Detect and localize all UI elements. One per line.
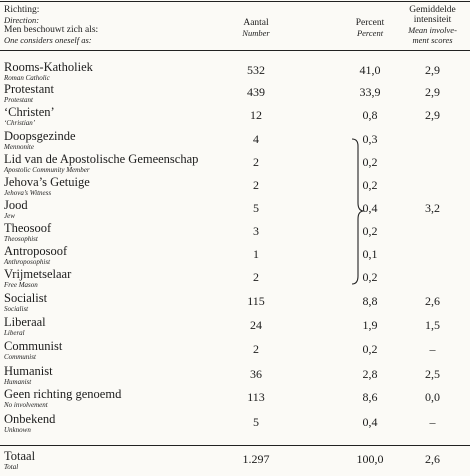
total-label: Totaal (4, 449, 36, 463)
cell-percent: 1,9 (362, 318, 378, 332)
cell-mean: 0,0 (425, 390, 440, 404)
cell-aantal: 2 (253, 342, 259, 356)
row-label: Liberaal (4, 315, 46, 329)
header-line: Percent (356, 28, 384, 38)
cell-mean: 2,9 (425, 85, 440, 99)
row-label: Socialist (4, 291, 48, 305)
cell-aantal: 2 (253, 155, 259, 169)
total-percent: 100,0 (356, 452, 384, 466)
cell-percent: 0,2 (362, 342, 378, 356)
cell-percent: 0,2 (362, 178, 378, 192)
cell-aantal: 36 (250, 367, 262, 381)
header-line: One considers oneself as: (4, 35, 92, 45)
cell-percent: 0,2 (362, 270, 378, 284)
cell-aantal: 115 (247, 294, 265, 308)
header-line: Men beschouwt zich als: (4, 25, 99, 35)
row-label-en: Humanist (4, 378, 32, 386)
cell-aantal: 2 (253, 178, 259, 192)
row-label-en: Liberal (4, 329, 25, 337)
cell-percent: 2,8 (362, 367, 378, 381)
header-line: Aantal (243, 18, 269, 28)
row-label: Onbekend (4, 412, 56, 426)
cell-percent: 0,4 (362, 415, 378, 429)
cell-mean-group: 3,2 (425, 201, 440, 215)
row-label: Lid van de Apostolische Gemeenschap (4, 152, 199, 166)
row-label-en: Mennonite (4, 143, 34, 151)
row-label-en: Free Mason (4, 281, 38, 289)
cell-aantal: 1 (253, 247, 259, 261)
cell-mean: 1,5 (425, 318, 440, 332)
cell-percent: 0,8 (362, 108, 378, 122)
cell-percent: 41,0 (359, 63, 381, 77)
row-label: Geen richting genoemd (4, 387, 122, 401)
row-label: Doopsgezinde (4, 129, 76, 143)
cell-aantal: 5 (253, 415, 259, 429)
cell-percent: 0,1 (362, 247, 378, 261)
row-label-en: Jehova’s Witness (4, 189, 52, 197)
cell-aantal: 532 (247, 63, 265, 77)
cell-percent: 0,2 (362, 224, 378, 238)
header-line: ment scores (412, 35, 453, 45)
cell-percent: 0,4 (362, 201, 378, 215)
cell-mean: 2,9 (425, 63, 440, 77)
row-label-en: Jew (4, 212, 15, 220)
total-aantal: 1.297 (242, 452, 270, 466)
cell-percent: 8,8 (362, 294, 378, 308)
cell-mean: 2,9 (425, 108, 440, 122)
row-label-en: Theosophist (4, 235, 38, 243)
row-label-en: Socialist (4, 305, 29, 313)
cell-percent: 0,2 (362, 155, 378, 169)
row-label-en: Protestant (4, 96, 33, 104)
cell-aantal: 12 (250, 108, 262, 122)
row-label: Jood (4, 198, 28, 212)
cell-mean: – (429, 415, 436, 429)
row-label: ‘Christen’ (4, 105, 55, 119)
row-label-en: Apostolic Community Member (4, 166, 90, 174)
row-label: Theosoof (4, 221, 52, 235)
cell-percent: 0,3 (362, 132, 378, 146)
row-label: Jehova’s Getuige (4, 175, 90, 189)
total-label-en: Total (4, 463, 19, 471)
header-line: Percent (355, 18, 385, 28)
cell-aantal: 24 (250, 318, 262, 332)
header-line: Gemiddelde (409, 5, 456, 15)
header-line: Mean involve- (408, 25, 457, 35)
row-label-en: Anthroposophist (4, 258, 51, 266)
total-row (0, 450, 470, 476)
cell-aantal: 2 (253, 270, 259, 284)
total-rule (0, 445, 470, 446)
row-label-en: No involvement (4, 401, 48, 409)
row-label: Vrijmetselaar (4, 267, 72, 281)
header-line: Direction: (4, 15, 40, 25)
row-label-en: Roman Catholic (4, 74, 50, 82)
cell-aantal: 5 (253, 201, 259, 215)
cell-aantal: 3 (253, 224, 259, 238)
row-label-en: ‘Christian’ (4, 119, 36, 127)
cell-percent: 8,6 (362, 390, 378, 404)
cell-mean: 2,6 (425, 294, 440, 308)
header-line: intensiteit (413, 15, 452, 25)
cell-mean: 2,5 (425, 367, 440, 381)
total-mean: 2,6 (425, 452, 440, 466)
cell-aantal: 113 (247, 390, 265, 404)
row-label-en: Unknown (4, 426, 31, 434)
header-line: Number (242, 28, 270, 38)
cell-aantal: 4 (253, 132, 259, 146)
cell-percent: 33,9 (359, 85, 381, 99)
row-label: Rooms-Katholiek (4, 60, 93, 74)
cell-aantal: 439 (247, 85, 265, 99)
row-label: Antroposoof (4, 244, 68, 258)
cell-mean: – (429, 342, 436, 356)
row-label: Protestant (4, 82, 54, 96)
row-label: Communist (4, 339, 63, 353)
row-label: Humanist (4, 364, 53, 378)
header-line: Richting: (4, 5, 40, 15)
row-label-en: Communist (4, 353, 36, 361)
